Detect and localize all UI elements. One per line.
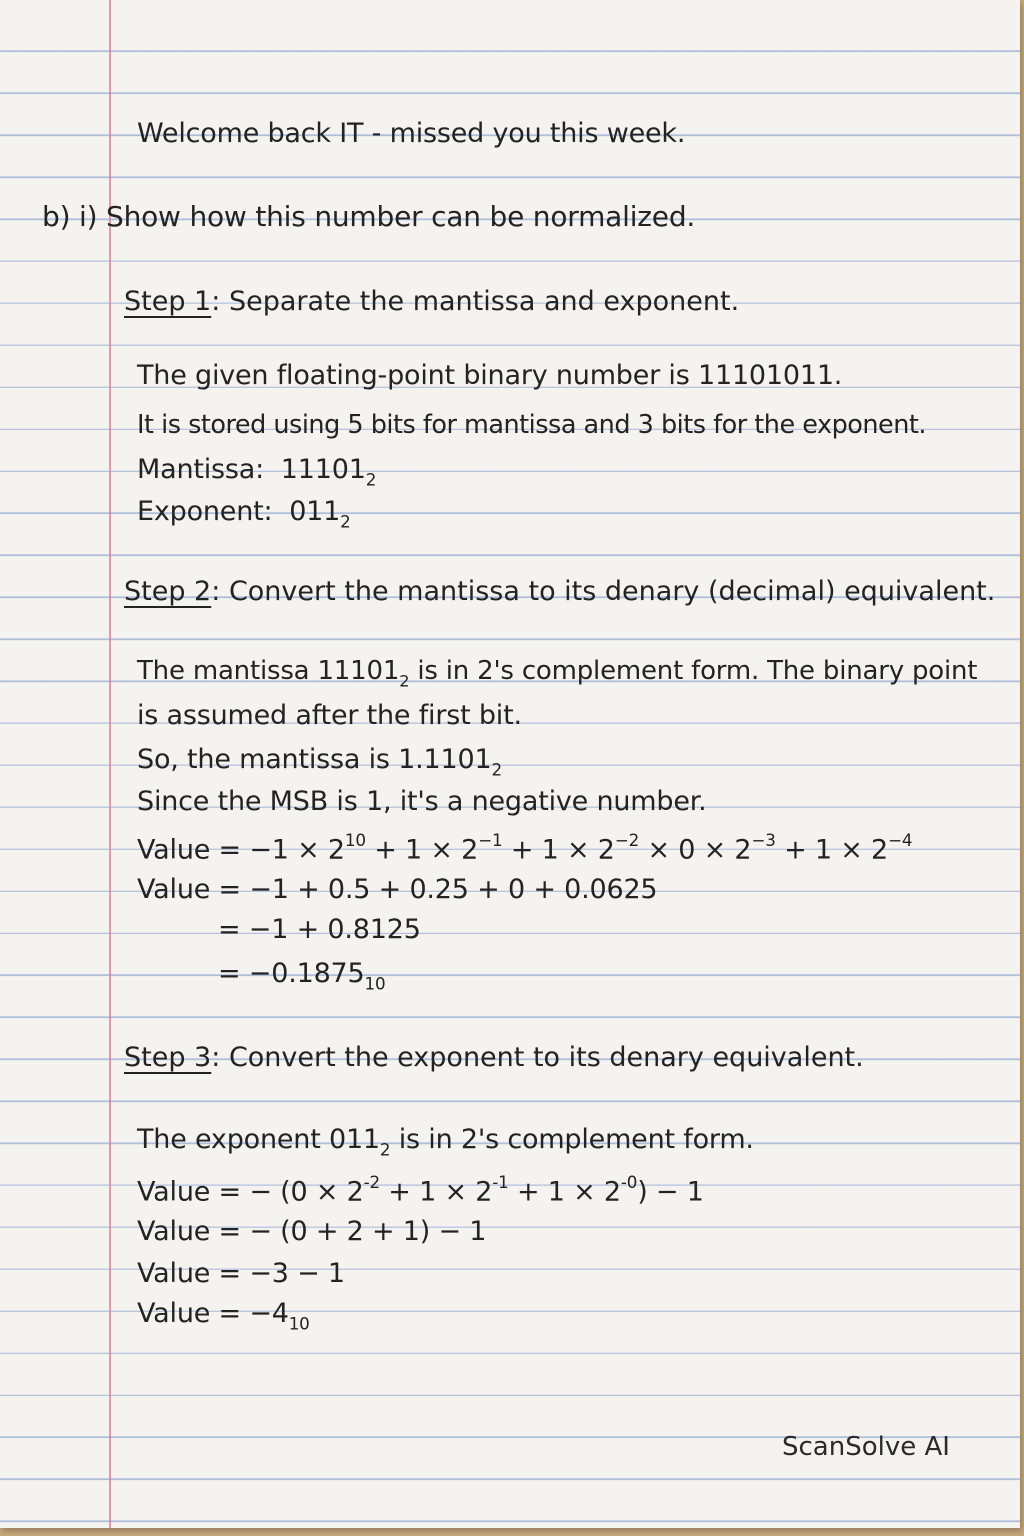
step2-title: Convert the mantissa to its denary (decimal) equivalent. bbox=[228, 576, 996, 607]
step2-eq2: Value = −1 + 0.5 + 0.25 + 0 + 0.0625 bbox=[137, 874, 658, 905]
eq-exponent: −3 bbox=[751, 830, 776, 850]
question-text: b) i) Show how this number can be normalized. bbox=[42, 200, 696, 233]
step2-eq4-value: = −0.1875 bbox=[218, 958, 365, 989]
step2-line1-post: is in 2's complement form. The binary point bbox=[409, 656, 978, 686]
eq-exponent: -1 bbox=[492, 1172, 509, 1192]
step3-eq3: Value = −3 − 1 bbox=[137, 1258, 345, 1289]
step3-heading: Step 3: Convert the exponent to its denary equivalent. bbox=[124, 1042, 864, 1073]
step3-eq1 bbox=[137, 1172, 704, 1208]
step2-eq4-base: 10 bbox=[364, 973, 386, 994]
step2-label: Step 2 bbox=[124, 576, 212, 607]
eq-exponent: -2 bbox=[363, 1172, 380, 1192]
step1-line1: The given floating-point binary number is 11101011. bbox=[137, 360, 843, 391]
step2-eq4 bbox=[218, 958, 385, 994]
step3-line1 bbox=[137, 1124, 754, 1160]
step2-line1 bbox=[137, 656, 977, 690]
step3-eq4-base: 10 bbox=[288, 1313, 310, 1334]
eq-term: + 1 × 2 bbox=[508, 1176, 621, 1208]
step1-heading: Step 1: Separate the mantissa and exponent. bbox=[124, 286, 740, 317]
step2-line3 bbox=[137, 744, 502, 780]
step3-line1-base: 2 bbox=[379, 1139, 391, 1160]
step2-line1-pre: The mantissa 11101 bbox=[137, 656, 400, 686]
eq-term: ) − 1 bbox=[637, 1176, 704, 1208]
greeting-text: Welcome back IT - missed you this week. bbox=[137, 118, 686, 149]
step2-eq3: = −1 + 0.8125 bbox=[218, 914, 421, 945]
step3-eq4-value: Value = −4 bbox=[137, 1298, 289, 1329]
step3-line1-post: is in 2's complement form. bbox=[390, 1124, 754, 1155]
eq-term: + 1 × 2 bbox=[502, 834, 615, 866]
step3-label: Step 3 bbox=[124, 1042, 212, 1073]
eq-term: Value = − (0 × 2 bbox=[137, 1176, 364, 1208]
mantissa-value: 11101 bbox=[280, 454, 366, 485]
step2-line4: Since the MSB is 1, it's a negative number. bbox=[137, 786, 707, 817]
step2-line1-base: 2 bbox=[399, 671, 410, 691]
exponent-label: Exponent: bbox=[137, 496, 273, 527]
step3-eq2: Value = − (0 + 2 + 1) − 1 bbox=[137, 1216, 487, 1247]
mantissa-label: Mantissa: bbox=[137, 454, 265, 485]
step1-line2: It is stored using 5 bits for mantissa and 3 bits for the exponent. bbox=[137, 410, 926, 440]
step3-eq4 bbox=[137, 1298, 310, 1334]
step1-label: Step 1 bbox=[124, 286, 212, 317]
eq-term: + 1 × 2 bbox=[775, 834, 889, 866]
eq-term: Value = −1 × 2 bbox=[137, 834, 345, 866]
mantissa-row bbox=[137, 454, 376, 490]
step2-line3-base: 2 bbox=[491, 759, 502, 780]
eq-term: + 1 × 2 bbox=[365, 834, 479, 866]
step2-heading: Step 2: Convert the mantissa to its denary (decimal) equivalent. bbox=[124, 576, 996, 607]
eq-exponent: −1 bbox=[478, 830, 503, 850]
exponent-base: 2 bbox=[340, 511, 351, 532]
step2-line2: is assumed after the first bit. bbox=[137, 700, 522, 731]
exponent-row bbox=[137, 496, 351, 532]
eq-exponent: −2 bbox=[614, 830, 640, 850]
step2-eq1 bbox=[137, 830, 912, 866]
eq-exponent: −4 bbox=[888, 830, 913, 850]
step2-line3-pre: So, the mantissa is 1.1101 bbox=[137, 744, 492, 775]
mantissa-base: 2 bbox=[365, 469, 377, 490]
eq-exponent: -0 bbox=[620, 1172, 638, 1192]
eq-term: + 1 × 2 bbox=[379, 1176, 493, 1208]
exponent-value: 011 bbox=[289, 496, 341, 527]
eq-exponent: 10 bbox=[344, 830, 366, 850]
step1-title: Separate the mantissa and exponent. bbox=[228, 286, 740, 317]
step3-title: Convert the exponent to its denary equivalent. bbox=[228, 1042, 864, 1073]
step3-line1-pre: The exponent 011 bbox=[137, 1124, 380, 1155]
eq-term: × 0 × 2 bbox=[639, 834, 752, 866]
brand-signature: ScanSolve AI bbox=[782, 1432, 950, 1462]
